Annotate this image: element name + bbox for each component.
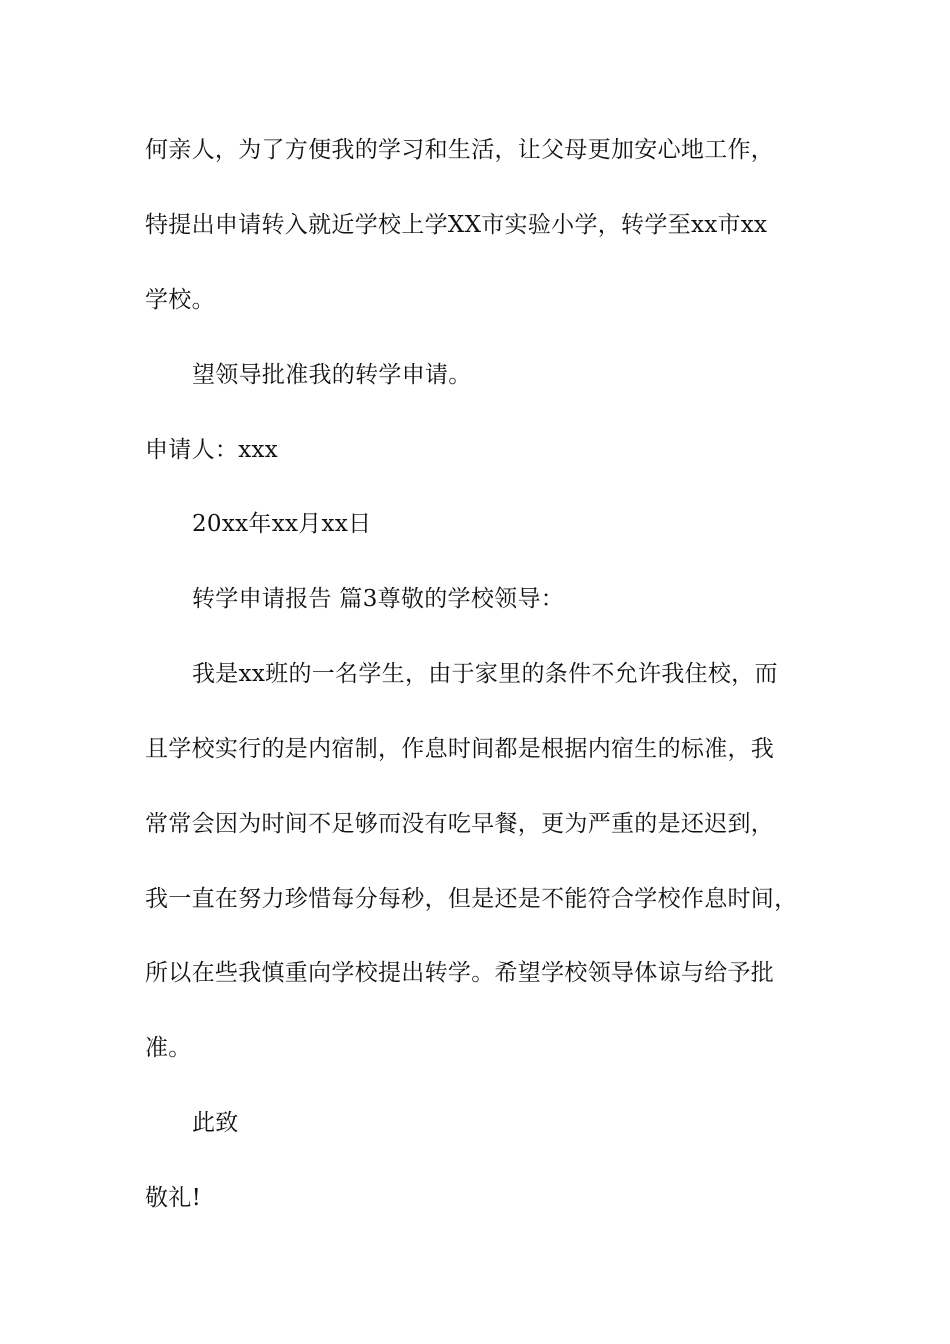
body-text-line: 何亲人，为了方便我的学习和生活，让父母更加安心地工作， — [145, 137, 775, 163]
applicant-line: 申请人：xxx — [145, 437, 279, 463]
body-text-line: 学校。 — [145, 287, 215, 313]
body-text-line: 特提出申请转入就近学校上学XX市实验小学，转学至xx市xx — [145, 212, 768, 238]
body-text-line: 我是xx班的一名学生，由于家里的条件不允许我住校，而 — [192, 661, 778, 687]
closing-line: 此致 — [192, 1110, 239, 1136]
date-line: 20xx年xx月xx日 — [192, 511, 372, 537]
salutation-line: 敬礼! — [145, 1185, 202, 1211]
request-sentence: 望领导批准我的转学申请。 — [192, 362, 472, 388]
body-text-line: 我一直在努力珍惜每分每秒，但是还是不能符合学校作息时间， — [145, 886, 798, 912]
body-text-line: 且学校实行的是内宿制，作息时间都是根据内宿生的标准，我 — [145, 736, 775, 762]
body-text-line: 准。 — [145, 1035, 192, 1061]
body-text-line: 所以在些我慎重向学校提出转学。希望学校领导体谅与给予批 — [145, 960, 775, 986]
body-text-line: 常常会因为时间不足够而没有吃早餐，更为严重的是还迟到， — [145, 811, 775, 837]
section-heading: 转学申请报告 篇3尊敬的学校领导： — [192, 586, 565, 612]
